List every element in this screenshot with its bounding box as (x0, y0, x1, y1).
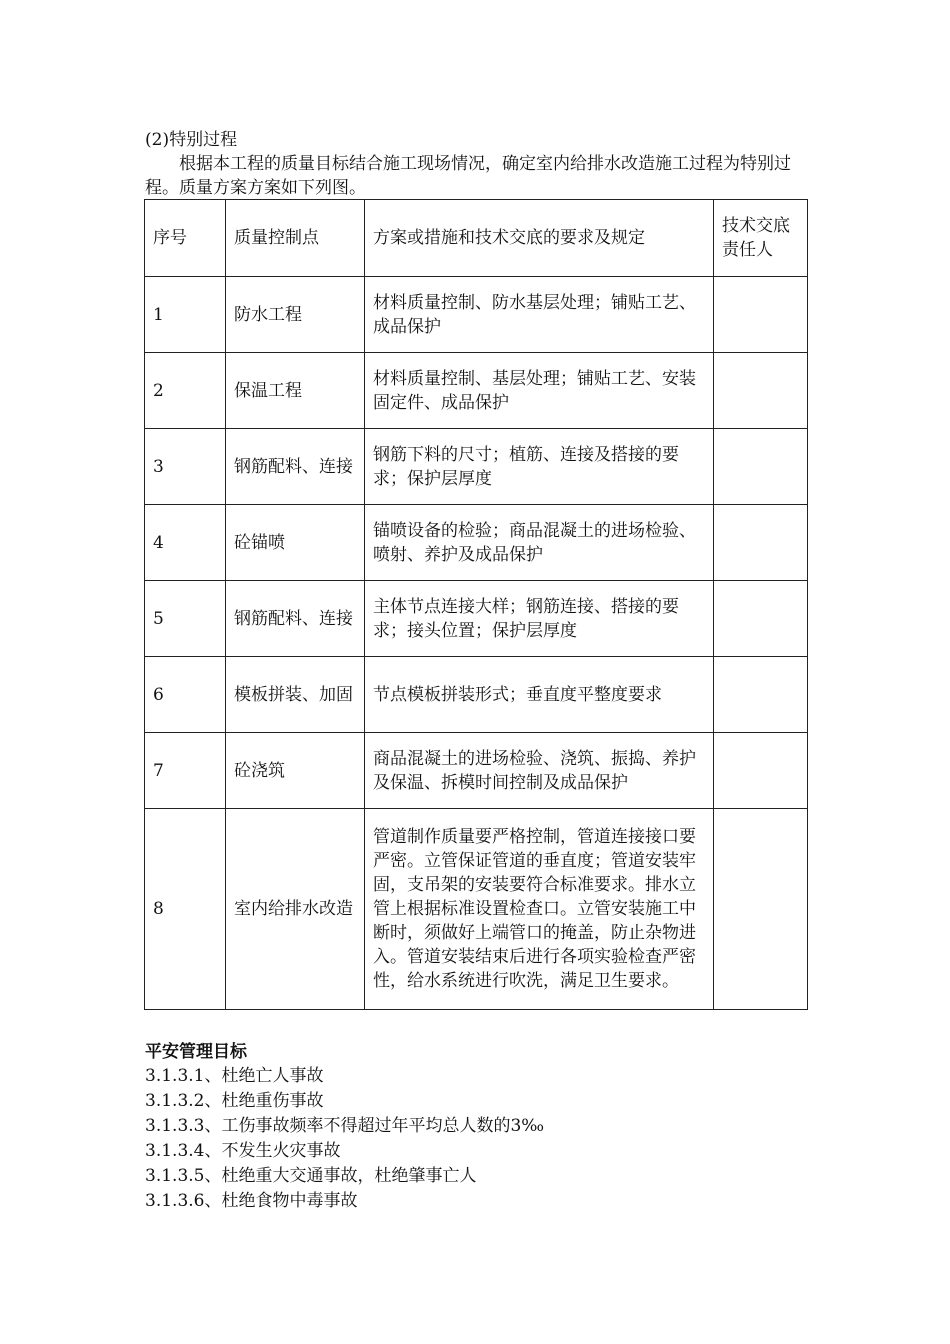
row-responsible-person (714, 277, 808, 353)
row-no: 6 (145, 657, 226, 733)
row-no: 2 (145, 353, 226, 429)
list-item: 3.1.3.1、杜绝亡人事故 (145, 1066, 324, 1086)
header-control-point: 质量控制点 (226, 200, 365, 277)
row-requirements: 管道制作质量要严格控制，管道连接接口要严密。立管保证管道的垂直度；管道安装牢固，支吊架的安装要符合标准要求。排水立管上根据标准设置检查口。立管安装施工中断时，须做好上端管口的掩盖，防止杂物进入。管道安装结束后进行各项实验检查严密性，给水系统进行吹洗，满足卫生要求。 (365, 809, 714, 1010)
row-responsible-person (714, 353, 808, 429)
row-responsible-person (714, 581, 808, 657)
header-responsible-person: 技术交底责任人 (714, 200, 808, 277)
intro-paragraph (145, 152, 810, 200)
row-control-point: 钢筋配料、连接 (226, 429, 365, 505)
row-no: 1 (145, 277, 226, 353)
table-row (145, 657, 808, 733)
table-row (145, 277, 808, 353)
row-no: 8 (145, 809, 226, 1010)
list-item: 3.1.3.2、杜绝重伤事故 (145, 1091, 324, 1111)
intro-paragraph-text: 根据本工程的质量目标结合施工现场情况，确定室内给排水改造施工过程为特别过程。质量方案方案如下列图。 (145, 154, 791, 198)
row-control-point: 砼浇筑 (226, 733, 365, 809)
list-item: 3.1.3.6、杜绝食物中毒事故 (145, 1191, 358, 1211)
row-requirements: 材料质量控制、基层处理；铺贴工艺、安装固定件、成品保护 (365, 353, 714, 429)
table-header-row (145, 200, 808, 277)
row-control-point: 模板拼装、加固 (226, 657, 365, 733)
row-control-point: 砼锚喷 (226, 505, 365, 581)
row-control-point: 钢筋配料、连接 (226, 581, 365, 657)
list-item: 3.1.3.4、不发生火灾事故 (145, 1141, 341, 1161)
safety-goals-list (145, 1064, 544, 1214)
table-row (145, 733, 808, 809)
row-responsible-person (714, 657, 808, 733)
row-responsible-person (714, 505, 808, 581)
table-row (145, 581, 808, 657)
header-no: 序号 (145, 200, 226, 277)
safety-goals-title: 平安管理目标 (145, 1042, 247, 1062)
table-row (145, 809, 808, 1010)
row-no: 7 (145, 733, 226, 809)
row-requirements: 节点模板拼装形式；垂直度平整度要求 (365, 657, 714, 733)
row-control-point: 室内给排水改造 (226, 809, 365, 1010)
row-requirements: 锚喷设备的检验；商品混凝土的进场检验、喷射、养护及成品保护 (365, 505, 714, 581)
row-requirements: 钢筋下料的尺寸；植筋、连接及搭接的要求；保护层厚度 (365, 429, 714, 505)
row-no: 5 (145, 581, 226, 657)
row-control-point: 防水工程 (226, 277, 365, 353)
section-title: (2)特别过程 (145, 130, 238, 150)
row-responsible-person (714, 809, 808, 1010)
quality-control-table (144, 199, 808, 1010)
row-requirements: 商品混凝土的进场检验、浇筑、振捣、养护及保温、拆模时间控制及成品保护 (365, 733, 714, 809)
row-requirements: 主体节点连接大样；钢筋连接、搭接的要求；接头位置；保护层厚度 (365, 581, 714, 657)
list-item: 3.1.3.5、杜绝重大交通事故，杜绝肇事亡人 (145, 1166, 477, 1186)
row-no: 3 (145, 429, 226, 505)
table-row (145, 353, 808, 429)
row-responsible-person (714, 733, 808, 809)
row-control-point: 保温工程 (226, 353, 365, 429)
table-row (145, 429, 808, 505)
header-requirements: 方案或措施和技术交底的要求及规定 (365, 200, 714, 277)
list-item: 3.1.3.3、工伤事故频率不得超过年平均总人数的3‰ (145, 1116, 545, 1136)
table-row (145, 505, 808, 581)
row-responsible-person (714, 429, 808, 505)
row-requirements: 材料质量控制、防水基层处理；铺贴工艺、成品保护 (365, 277, 714, 353)
row-no: 4 (145, 505, 226, 581)
